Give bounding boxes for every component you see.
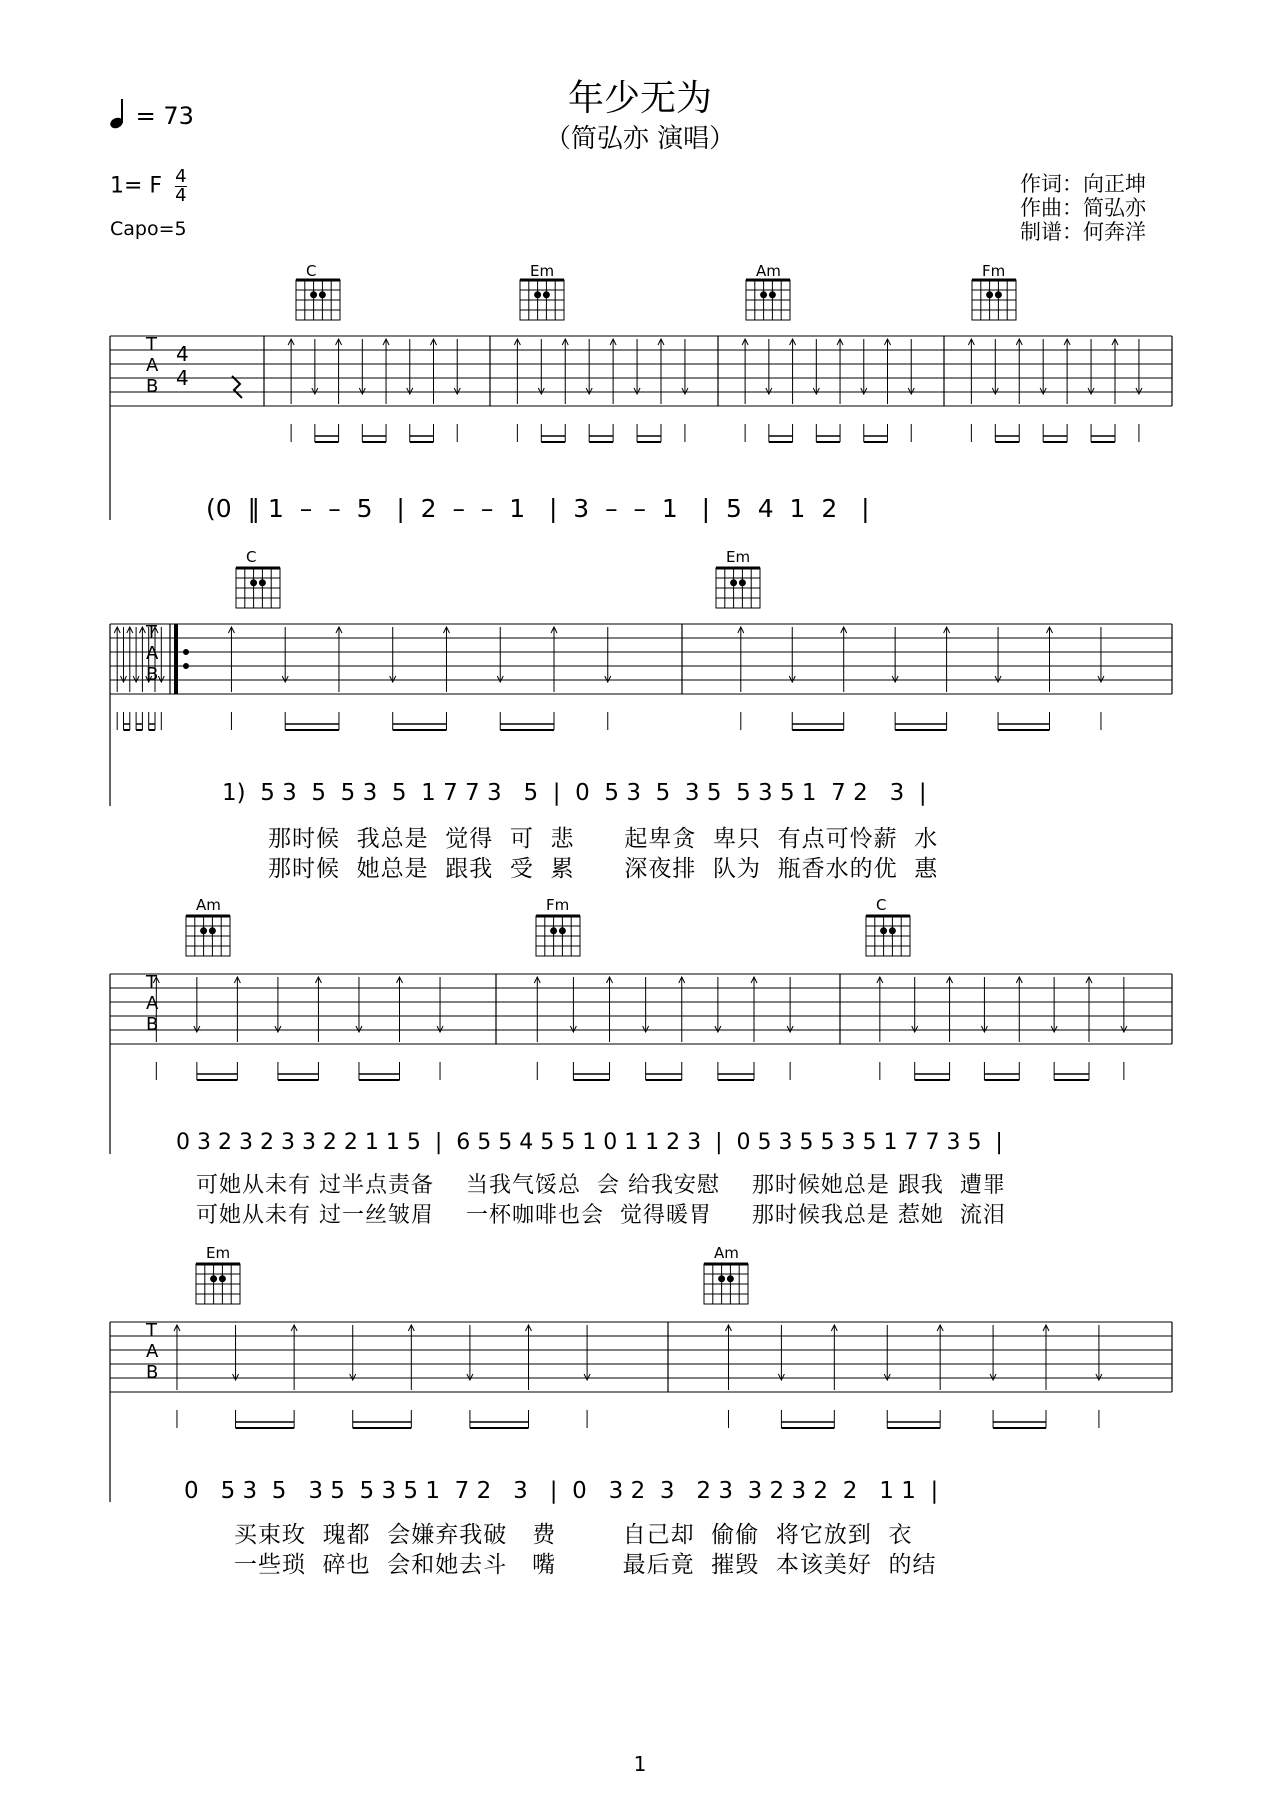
repeat-dot	[183, 649, 189, 655]
page-number: 1	[633, 1752, 647, 1776]
finger-dot	[760, 291, 767, 298]
tab-clef: T A B	[146, 334, 159, 397]
finger-dot	[534, 291, 541, 298]
chord-name: Am	[196, 896, 221, 914]
finger-dot	[880, 927, 887, 934]
finger-dot	[739, 579, 746, 586]
lyric-line: 那时候 我总是 觉得 可 悲 起卑贪 卑只 有点可怜薪 水	[268, 826, 939, 852]
lyric-line: 可她从未有 过一丝皱眉 一杯咖啡也会 觉得暖胃 那时候我总是 惹她 流泪	[196, 1203, 1006, 1228]
chord-name: Em	[530, 262, 555, 280]
time-top: 4	[175, 166, 187, 187]
lyric-line: 可她从未有 过半点责备 当我气馁总 会 给我安慰 那时候她总是 跟我 遭罪	[196, 1173, 1006, 1198]
finger-dot	[730, 579, 737, 586]
finger-dot	[543, 291, 550, 298]
finger-dot	[889, 927, 896, 934]
finger-dot	[986, 291, 993, 298]
chord-name: C	[876, 896, 887, 914]
chord-name: Am	[756, 262, 781, 280]
song-title: 年少无为	[567, 78, 712, 119]
tempo-value: = 73	[135, 102, 194, 130]
repeat-dot	[183, 663, 189, 669]
composer-credit: 作曲：简弘亦	[1020, 196, 1146, 220]
finger-dot	[550, 927, 557, 934]
rest-symbol	[232, 376, 242, 398]
finger-dot	[718, 1275, 725, 1282]
key-label: 1= F	[110, 173, 163, 199]
jianpu-line: 0 3 2 3 2 3 3 2 2 1 1 5 | 6 5 5 4 5 5 1 0 1 1 2 3 | 0 5 3 5 5 3 5 1 7 7 3 5 |	[176, 1130, 1003, 1155]
time-bottom: 4	[175, 185, 187, 206]
song-subtitle: （简弘亦 演唱）	[544, 124, 736, 154]
tab-clef: T A B	[146, 1320, 159, 1383]
finger-dot	[995, 291, 1002, 298]
arranger-credit: 制谱：何奔洋	[1020, 220, 1146, 244]
tab-time-signature: 4 4	[176, 342, 189, 390]
chord-name: Em	[726, 548, 751, 566]
lyric-line: 那时候 她总是 跟我 受 累 深夜排 队为 瓶香水的优 惠	[268, 856, 939, 882]
lyricist-credit: 作词：向正坤	[1020, 172, 1146, 196]
chord-name: C	[246, 548, 257, 566]
jianpu-line: 0 5 3 5 3 5 5 3 5 1 7 2 3 | 0 3 2 3 2 3 3 2 3 2 2 1 1 |	[184, 1478, 939, 1504]
finger-dot	[210, 1275, 217, 1282]
finger-dot	[250, 579, 257, 586]
tab-clef: T A B	[146, 622, 159, 685]
lyric-line: 一些琐 碎也 会和她去斗 嘴 最后竟 摧毁 本该美好 的结	[234, 1552, 937, 1578]
finger-dot	[727, 1275, 734, 1282]
finger-dot	[559, 927, 566, 934]
chord-name: Fm	[982, 262, 1006, 280]
jianpu-line: (0 ‖ 1 – – 5 | 2 – – 1 | 3 – – 1 | 5 4 1 2 |	[206, 494, 870, 523]
jianpu-line: 1) 5 3 5 5 3 5 1 7 7 3 5 | 0 5 3 5 3 5 5 3 5 1 7 2 3 |	[222, 780, 927, 806]
finger-dot	[200, 927, 207, 934]
chord-name: C	[306, 262, 317, 280]
finger-dot	[209, 927, 216, 934]
finger-dot	[769, 291, 776, 298]
finger-dot	[310, 291, 317, 298]
capo-label: Capo=5	[110, 218, 187, 240]
tab-clef: T A B	[146, 972, 159, 1035]
chord-name: Em	[206, 1244, 231, 1262]
chord-name: Fm	[546, 896, 570, 914]
lyric-line: 买束玫 瑰都 会嫌弃我破 费 自己却 偷偷 将它放到 衣	[234, 1522, 913, 1548]
finger-dot	[259, 579, 266, 586]
finger-dot	[219, 1275, 226, 1282]
finger-dot	[319, 291, 326, 298]
chord-name: Am	[714, 1244, 739, 1262]
